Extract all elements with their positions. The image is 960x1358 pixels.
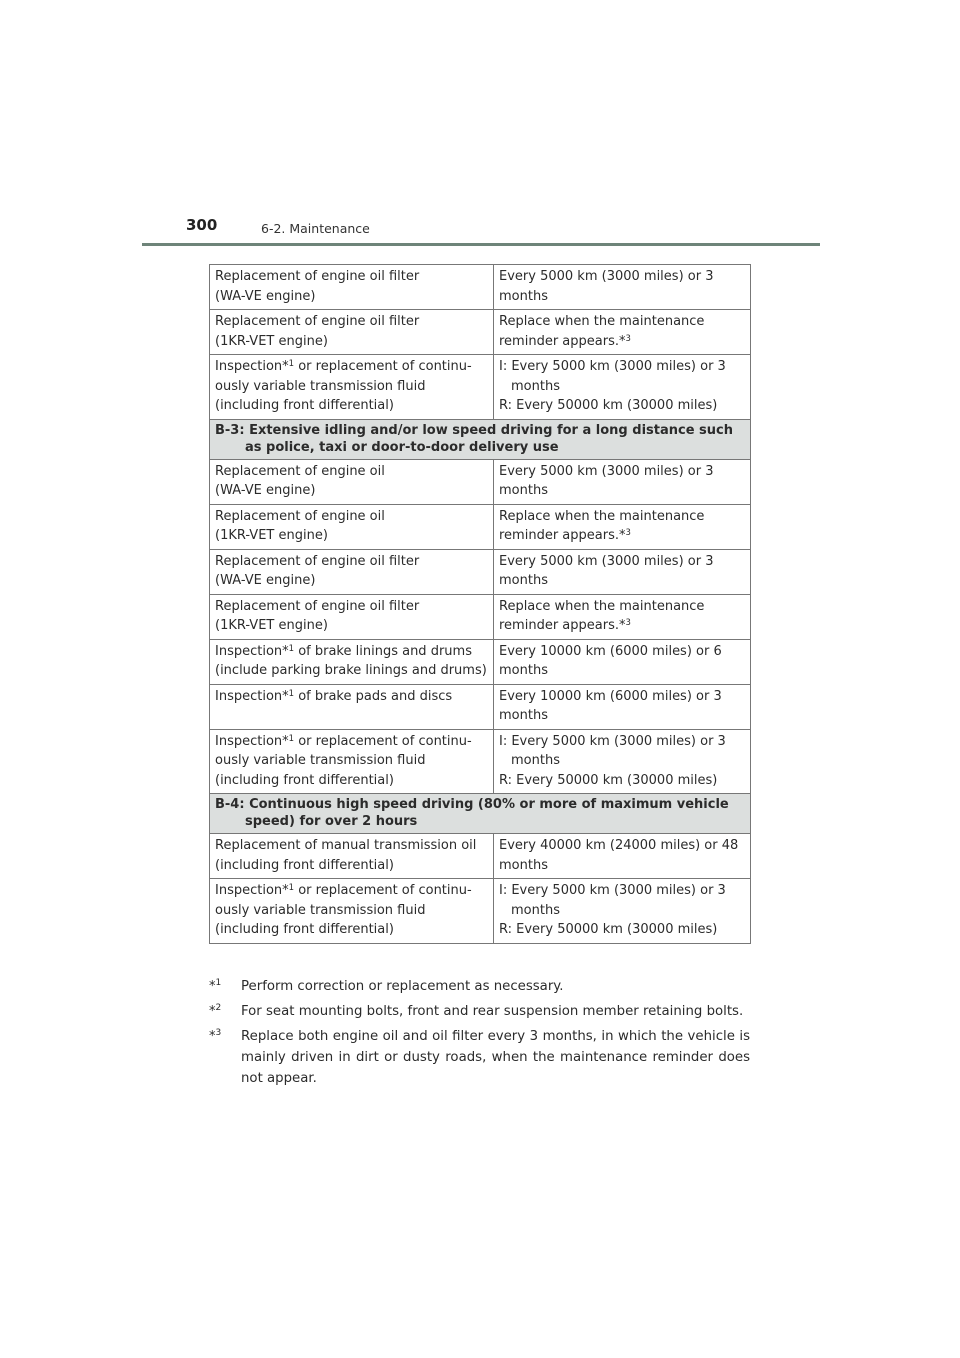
item-line <box>215 357 488 377</box>
interval-text: months <box>499 483 548 498</box>
footnote <box>209 976 750 997</box>
item-line: Replacement of manual transmission oil <box>215 838 477 853</box>
interval-line <box>499 571 745 591</box>
item-line: (WA-VE engine) <box>215 483 316 498</box>
item-cell <box>210 834 494 879</box>
item-cell <box>210 549 494 594</box>
item-cell <box>210 265 494 310</box>
interval-line <box>499 856 745 876</box>
interval-line: R: Every 50000 km (30000 miles) <box>499 398 718 413</box>
interval-text: Every 40000 km (24000 miles) or 48 <box>499 838 739 853</box>
footnote-mark: *$^1$ <box>209 978 222 994</box>
item-text: Inspection* <box>215 733 289 749</box>
footnote-ref: 3 <box>625 618 631 628</box>
item-text: of brake linings and drums <box>294 643 472 659</box>
item-line: (1KR-VET engine) <box>215 528 328 543</box>
item-line <box>215 732 488 752</box>
item-line: Replacement of engine oil filter <box>215 598 420 614</box>
interval-line: I: Every 5000 km (3000 miles) or 3 months <box>499 733 726 768</box>
footnote-ref: 3 <box>625 528 631 538</box>
interval-cell <box>494 549 751 594</box>
footnote-ref: 1 <box>288 733 295 744</box>
item-line: (include parking brake linings and drums) <box>215 663 487 678</box>
item-cell <box>210 684 494 729</box>
interval-line: R: Every 50000 km (30000 miles) <box>499 922 718 937</box>
table-row <box>210 834 751 879</box>
section-header-row <box>210 419 751 459</box>
interval-text: months <box>499 288 548 304</box>
item-line: ously variable transmission fluid <box>215 753 426 768</box>
item-line: (WA-VE engine) <box>215 573 316 588</box>
section-header-cell <box>210 419 751 459</box>
item-text: Inspection* <box>215 359 289 374</box>
interval-line: I: Every 5000 km (3000 miles) or 3 months <box>499 883 726 918</box>
footnote-mark: *$^3$ <box>209 1028 222 1044</box>
item-text: Inspection* <box>215 883 289 898</box>
item-text: Inspection* <box>215 643 289 659</box>
item-cell <box>210 879 494 944</box>
item-line: (1KR-VET engine) <box>215 333 328 349</box>
interval-text: Replace when the maintenance <box>499 508 705 524</box>
table-row <box>210 594 751 639</box>
item-cell <box>210 594 494 639</box>
item-cell <box>210 459 494 504</box>
interval-cell <box>494 265 751 310</box>
interval-cell <box>494 355 751 420</box>
interval-line <box>499 287 745 307</box>
table-row <box>210 879 751 944</box>
item-text: Inspection* <box>215 688 289 704</box>
interval-text: months <box>499 663 548 678</box>
interval-text: months <box>499 708 548 723</box>
interval-line <box>499 661 745 681</box>
interval-cell <box>494 504 751 549</box>
item-text: or replacement of continu- <box>294 883 472 898</box>
section-title: 6-2. Maintenance <box>261 221 370 236</box>
interval-line <box>499 507 745 527</box>
item-cell <box>210 310 494 355</box>
item-text: or replacement of continu- <box>294 733 472 749</box>
item-line: Replacement of engine oil <box>215 508 385 524</box>
interval-text: months <box>499 857 548 873</box>
item-cell <box>210 729 494 794</box>
footnote <box>209 1026 750 1089</box>
item-line: Replacement of engine oil <box>215 463 385 479</box>
item-line: (including front differential) <box>215 922 394 937</box>
table-row <box>210 549 751 594</box>
table-row <box>210 459 751 504</box>
item-line: (including front differential) <box>215 857 394 873</box>
interval-text: reminder appears.* <box>499 528 626 543</box>
interval-line: I: Every 5000 km (3000 miles) or 3 months <box>499 359 726 394</box>
interval-text: reminder appears.* <box>499 333 626 349</box>
section-header-label: B-3: Extensive idling and/or low speed driving for a long distance such as police, taxi or door-to-door delivery use <box>215 422 734 455</box>
interval-cell <box>494 684 751 729</box>
interval-cell <box>494 834 751 879</box>
interval-text: reminder appears.* <box>499 618 626 633</box>
maintenance-table <box>209 264 751 944</box>
table-row <box>210 639 751 684</box>
interval-text: Every 10000 km (6000 miles) or 6 <box>499 643 722 659</box>
item-line: (1KR-VET engine) <box>215 618 328 633</box>
interval-text: Every 5000 km (3000 miles) or 3 <box>499 269 714 284</box>
interval-line <box>499 687 745 707</box>
interval-line <box>499 312 745 332</box>
interval-line <box>499 597 745 617</box>
item-line: (WA-VE engine) <box>215 288 316 304</box>
page-number: 300 <box>186 216 218 234</box>
header-rule <box>142 243 820 246</box>
section-header-label: B-4: Continuous high speed driving (80% or more of maximum vehicle speed) for over 2 hours <box>215 797 729 829</box>
interval-cell <box>494 879 751 944</box>
interval-line <box>499 616 745 636</box>
interval-line <box>499 462 745 482</box>
footnote-number: 2 <box>215 1003 222 1013</box>
interval-line <box>499 332 745 352</box>
item-line: Replacement of engine oil filter <box>215 553 420 569</box>
item-text: or replacement of continu- <box>294 359 472 374</box>
table-row <box>210 729 751 794</box>
table-row <box>210 310 751 355</box>
table-row <box>210 355 751 420</box>
interval-line <box>499 706 745 726</box>
item-cell <box>210 504 494 549</box>
footnotes <box>209 976 750 1093</box>
footnote-text: For seat mounting bolts, front and rear suspension member retaining bolts. <box>241 1004 744 1019</box>
item-line: ously variable transmission fluid <box>215 902 426 918</box>
item-text: of brake pads and discs <box>294 688 453 704</box>
interval-cell <box>494 729 751 794</box>
interval-text: Every 5000 km (3000 miles) or 3 <box>499 463 714 479</box>
interval-line <box>499 836 745 856</box>
footnote-ref: 1 <box>288 643 295 654</box>
table-row <box>210 684 751 729</box>
interval-cell <box>494 310 751 355</box>
footnote-text: Replace both engine oil and oil filter every 3 months, in which the vehicle is mainly driven in dirt or dusty roads, when the maintenance reminder does not appear. <box>241 1029 750 1086</box>
interval-text: Every 10000 km (6000 miles) or 3 <box>499 688 722 704</box>
footnote-number: 1 <box>215 978 222 988</box>
footnote-number: 3 <box>215 1028 222 1038</box>
footnote-ref: 1 <box>288 688 295 699</box>
interval-line <box>499 552 745 572</box>
table-row <box>210 504 751 549</box>
interval-line <box>499 642 745 662</box>
item-cell <box>210 355 494 420</box>
interval-line <box>499 526 745 546</box>
interval-cell <box>494 594 751 639</box>
item-line <box>215 687 488 707</box>
footnote-ref: 3 <box>625 333 631 344</box>
item-line: Replacement of engine oil filter <box>215 269 420 284</box>
item-line <box>215 881 488 901</box>
interval-line <box>499 481 745 501</box>
footnote-mark: *$^2$ <box>209 1003 222 1019</box>
interval-text: Replace when the maintenance <box>499 314 705 329</box>
interval-cell <box>494 639 751 684</box>
footnote <box>209 1001 750 1022</box>
interval-text: Replace when the maintenance <box>499 598 705 614</box>
interval-text: months <box>499 573 548 588</box>
item-line: (including front differential) <box>215 398 394 413</box>
table-row <box>210 265 751 310</box>
item-line: (including front differential) <box>215 772 394 788</box>
item-line: ously variable transmission fluid <box>215 378 426 394</box>
section-header-row <box>210 794 751 834</box>
footnote-ref: 1 <box>288 359 295 369</box>
interval-line <box>499 267 745 287</box>
interval-cell <box>494 459 751 504</box>
item-line: Replacement of engine oil filter <box>215 314 420 329</box>
interval-line: R: Every 50000 km (30000 miles) <box>499 772 718 788</box>
item-cell <box>210 639 494 684</box>
footnote-ref: 1 <box>288 883 295 893</box>
item-line <box>215 642 488 662</box>
section-header-cell <box>210 794 751 834</box>
footnote-text: Perform correction or replacement as necessary. <box>241 979 564 994</box>
interval-text: Every 5000 km (3000 miles) or 3 <box>499 553 714 569</box>
